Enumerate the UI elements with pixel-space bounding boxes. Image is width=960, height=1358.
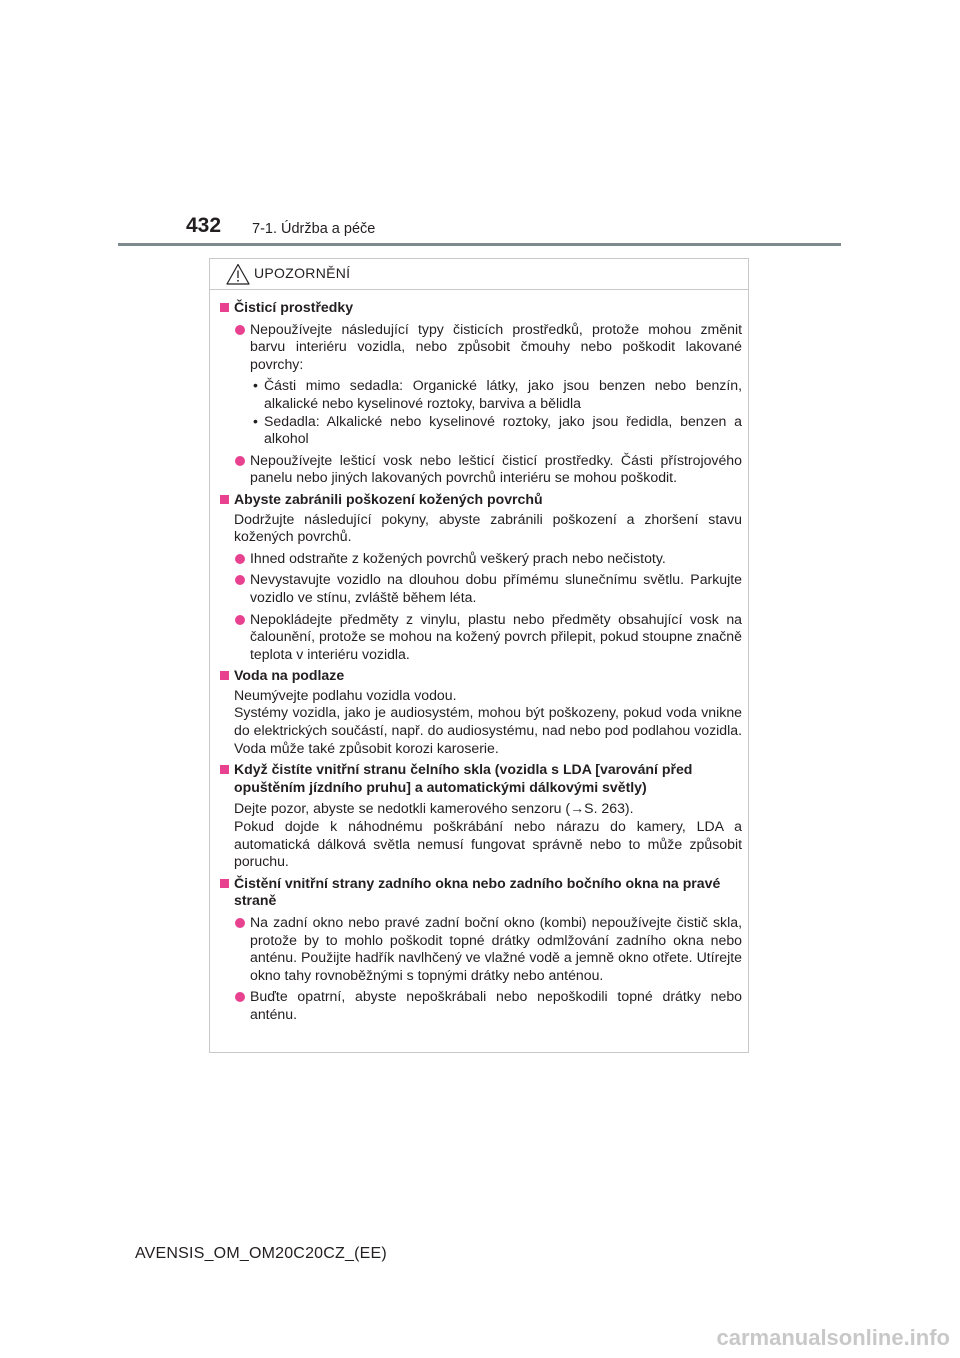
sub-bullet-text: Části mimo sedadla: Organické látky, jako jsou benzen nebo benzín, alkalické nebo kyselinové roztoky, barviva a bělidla <box>264 377 742 411</box>
bullet-item <box>218 550 742 568</box>
bullet-text: Ihned odstraňte z kožených povrchů veškerý prach nebo nečistoty. <box>250 549 666 566</box>
square-bullet-icon <box>220 879 229 888</box>
bullet-text: Buďte opatrní, abyste nepoškrábali nebo nepoškodili topné drátky nebo anténu. <box>250 988 742 1022</box>
dot-bullet-icon: • <box>253 377 258 394</box>
sub-bullet-text: Sedadla: Alkalické nebo kyselinové roztoky, jako jsou ředidla, benzen a alkohol <box>264 412 742 447</box>
bullet-item <box>218 914 742 984</box>
paragraph: Dejte pozor, abyste se nedotkli kamerového senzoru (→S. 263). <box>234 800 634 817</box>
bullet-item <box>218 571 742 606</box>
bullet-text: Na zadní okno nebo pravé zadní boční okno (kombi) nepoužívejte čistič skla, protože by to mohlo poškodit topné drátky odmlžování zadního okna nebo anténu. Použijte hadřík navlhčený ve vlažné vodě a jemně okno otřete. Utírejte okno tahy rovnoběžnými s topnými drátky nebo anténou. <box>250 914 742 983</box>
bullet-text: Nepoužívejte následující typy čisticích prostředků, protože mohou změnit barvu interiéru vozidla, nebo způsobit čmouhy nebo poškodit lakované povrchy: <box>250 320 742 372</box>
caution-header <box>210 259 748 290</box>
circle-bullet-icon <box>235 325 245 335</box>
caution-section <box>218 491 742 663</box>
caution-box <box>209 258 749 1053</box>
section-heading-text: Abyste zabránili poškození kožených povrchů <box>234 490 543 507</box>
section-heading <box>218 491 742 509</box>
sub-bullet-item <box>218 413 742 448</box>
circle-bullet-icon <box>235 554 245 564</box>
paragraph: Neumývejte podlahu vozidla vodou. <box>234 686 457 703</box>
caution-label: UPOZORNĚNÍ <box>254 265 351 281</box>
circle-bullet-icon <box>235 615 245 625</box>
bullet-item <box>218 452 742 487</box>
section-heading-text: Když čistíte vnitřní stranu čelního skla (vozidla s LDA [varování před opuštěním jízdního pruhu] a automatickými dálkovými světly) <box>234 761 693 795</box>
caution-section <box>218 875 742 1024</box>
caution-section <box>218 761 742 871</box>
warning-triangle-icon <box>226 263 250 285</box>
square-bullet-icon <box>220 495 229 504</box>
bullet-item <box>218 611 742 664</box>
circle-bullet-icon <box>235 575 245 585</box>
bullet-text: Nepoužívejte lešticí vosk nebo lešticí čisticí prostředky. Části přístrojového panelu nebo jiných lakovaných povrchů interiéru se mohou poškodit. <box>250 451 742 486</box>
caution-section <box>218 299 742 487</box>
section-heading <box>218 761 742 796</box>
watermark: carmanualsonline.info <box>716 1325 950 1350</box>
header-rule <box>118 243 841 246</box>
page-number: 432 <box>186 214 222 237</box>
square-bullet-icon <box>220 671 229 680</box>
bullet-text: Nepokládejte předměty z vinylu, plastu nebo předměty obsahující vosk na čalounění, protože se mohou na kožený povrch přilepit, pokud stoupne značně teplota v interiéru vozidla. <box>250 610 742 662</box>
bullet-item <box>218 988 742 1023</box>
section-heading <box>218 875 742 910</box>
circle-bullet-icon <box>235 918 245 928</box>
sub-bullet-item <box>218 377 742 412</box>
square-bullet-icon <box>220 303 229 312</box>
paragraph: Systémy vozidla, jako je audiosystém, mohou být poškozeny, pokud voda vnikne do elektrických součástí, např. do audiosystému, nad nebo pod podlahou vozidla. Voda může také způsobit korozi karoserie. <box>234 704 742 756</box>
dot-bullet-icon: • <box>253 412 258 429</box>
section-title: 7-1. Údržba a péče <box>252 221 376 237</box>
bullet-item <box>218 321 742 374</box>
section-heading-text: Voda na podlaze <box>234 667 345 684</box>
bullet-text: Nevystavujte vozidlo na dlouhou dobu přímému slunečnímu světlu. Parkujte vozidlo ve stínu, zvláště během léta. <box>250 571 742 605</box>
paragraph: Dodržujte následující pokyny, abyste zabránili poškození a zhoršení stavu kožených povrchů. <box>234 510 742 545</box>
circle-bullet-icon <box>235 456 245 466</box>
paragraph: Pokud dojde k náhodnému poškrábání nebo nárazu do kamery, LDA a automatická dálková světla nemusí fungovat správně nebo to může způsobit poruchu. <box>234 818 742 870</box>
section-heading <box>218 667 742 685</box>
section-heading-text: Čisticí prostředky <box>234 299 354 315</box>
square-bullet-icon <box>220 765 229 774</box>
circle-bullet-icon <box>235 992 245 1002</box>
caution-body <box>210 290 748 1024</box>
section-heading <box>218 299 742 317</box>
caution-section <box>218 667 742 757</box>
document-code: AVENSIS_OM_OM20C20CZ_(EE) <box>135 1245 387 1262</box>
section-heading-text: Čistění vnitřní strany zadního okna nebo zadního bočního okna na pravé straně <box>234 874 721 909</box>
